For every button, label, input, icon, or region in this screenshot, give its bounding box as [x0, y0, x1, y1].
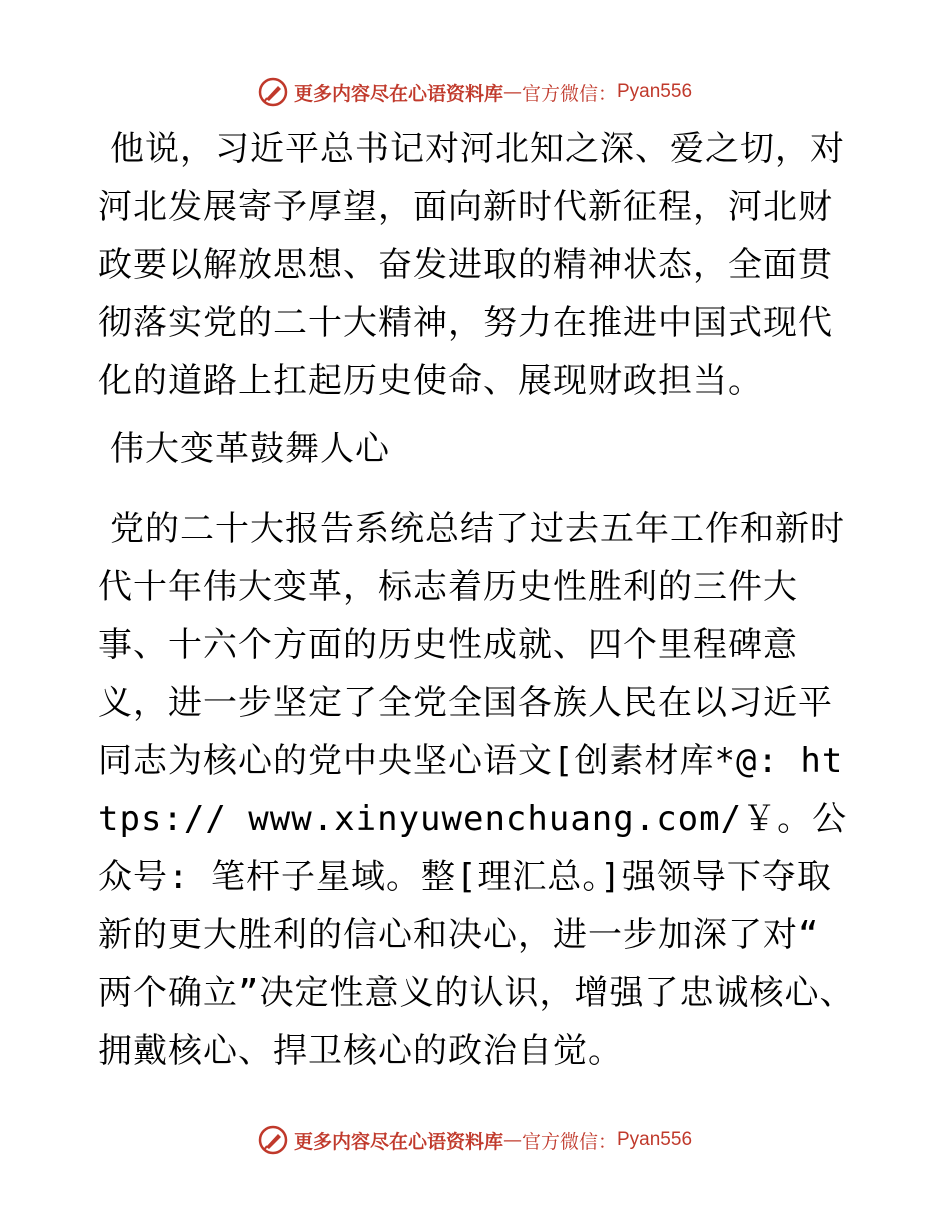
- watermark-wechat-id: Pyan556: [617, 81, 693, 102]
- watermark-official-label: 官方微信：: [521, 82, 617, 105]
- quill-logo-icon: [258, 1125, 288, 1155]
- quill-logo-icon: [258, 77, 288, 107]
- watermark-wechat-id: Pyan556: [617, 1129, 693, 1150]
- header-watermark: [0, 72, 950, 112]
- footer-watermark: [0, 1120, 950, 1160]
- paragraph-2: 党的二十大报告系统总结了过去五年工作和新时代十年伟大变革，标志着历史性胜利的三件大事、十六个方面的历史性成就、四个里程碑意义，进一步坚定了全党全国各族人民在以习近平同志为核心的党中央坚心语文[创素材库*@: https:// www.xinyuwenchuang.com/￥。公众号: 笔杆子星域。整[理汇总。]强领导下夺取新的更大胜利的信心和决心，进一步加深了对“ 两个确立”决定性意义的认识，增强了忠诚核心、拥戴核心、捍卫核心的政治自觉。: [98, 509, 855, 1071]
- watermark-separator: —: [502, 1129, 522, 1151]
- section-heading: 伟大变革鼓舞人心: [110, 429, 390, 469]
- paragraph-1: 他说，习近平总书记对河北知之深、爱之切，对河北发展寄予厚望，面向新时代新征程，河北财政要以解放思想、奋发进取的精神状态，全面贯彻落实党的二十大精神，努力在推进中国式现代化的道路上扛起历史使命、展现财政担当。: [98, 129, 845, 401]
- watermark-separator: —: [502, 81, 522, 103]
- watermark-official-label: 官方微信：: [521, 1130, 617, 1153]
- watermark-main-text: 更多内容尽在心语资料库: [293, 1130, 503, 1153]
- watermark-main-text: 更多内容尽在心语资料库: [293, 82, 503, 105]
- document-body: [98, 120, 858, 1080]
